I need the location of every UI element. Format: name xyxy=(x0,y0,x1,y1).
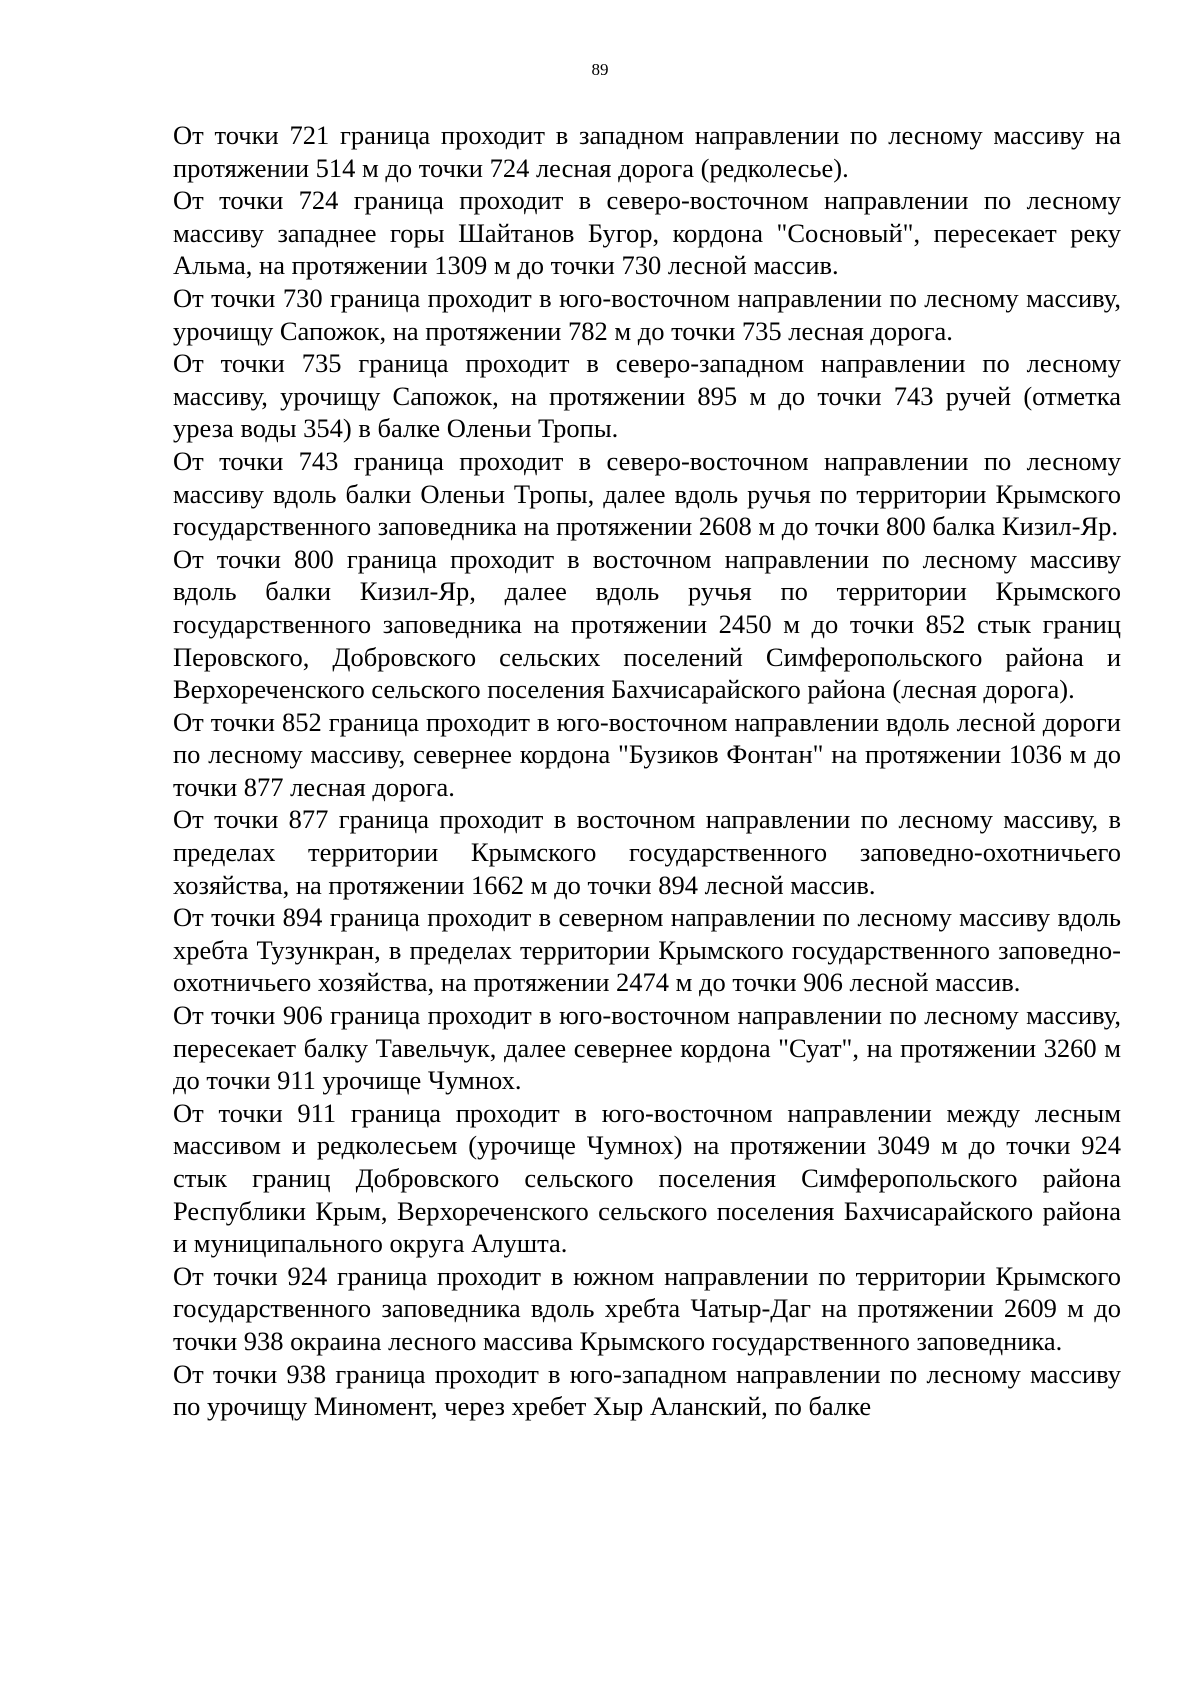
paragraph-point-730: От точки 730 граница проходит в юго-восточном направлении по лесному массиву, урочищу Сапожок, на протяжении 782 м до точки 735 лесная дорога. xyxy=(173,282,1121,346)
paragraph-point-852: От точки 852 граница проходит в юго-восточном направлении вдоль лесной дороги по лесному массиву, севернее кордона "Бузиков Фонтан" на протяжении 1036 м до точки 877 лесная дорога. xyxy=(173,706,1121,802)
paragraph-point-743: От точки 743 граница проходит в северо-восточном направлении по лесному массиву вдоль балки Оленьи Тропы, далее вдоль ручья по территории Крымского государственного заповедника на протяжении 2608 м до точки 800 балка Кизил-Яр. xyxy=(173,445,1121,542)
page-number: 89 xyxy=(591,60,609,79)
paragraph-point-721: От точки 721 граница проходит в западном направлении по лесному массиву на протяжении 514 м до точки 724 лесная дорога (редколесье). xyxy=(173,120,1121,183)
paragraph-point-800: От точки 800 граница проходит в восточном направлении по лесному массиву вдоль балки Кизил-Яр, далее вдоль ручья по территории Крымского государственного заповедника на протяжении 2450 м до точки 852 стык границ Перовского, Добровского сельских поселений Симферопольского района и Верхореченского сельского поселения Бахчисарайского района (лесная дорога). xyxy=(173,543,1121,705)
paragraph-point-877: От точки 877 граница проходит в восточном направлении по лесному массиву, в пределах территории Крымского государственного заповедно-охотничьего хозяйства, на протяжении 1662 м до точки 894 лесной массив. xyxy=(173,804,1121,900)
document-body xyxy=(173,119,1121,1423)
paragraph-point-735: От точки 735 граница проходит в северо-западном направлении по лесному массиву, урочищу Сапожок, на протяжении 895 м до точки 743 ручей (отметка уреза воды 354) в балке Оленьи Тропы. xyxy=(173,348,1121,444)
paragraph-point-894: От точки 894 граница проходит в северном направлении по лесному массиву вдоль хребта Тузункран, в пределах территории Крымского государственного заповедно-охотничьего хозяйства, на протяжении 2474 м до точки 906 лесной массив. xyxy=(173,902,1121,998)
paragraph-point-924: От точки 924 граница проходит в южном направлении по территории Крымского государственного заповедника вдоль хребта Чатыр-Даг на протяжении 2609 м до точки 938 окраина лесного массива Крымского государственного заповедника. xyxy=(173,1260,1121,1356)
paragraph-point-911: От точки 911 граница проходит в юго-восточном направлении между лесным массивом и редколесьем (урочище Чумнох) на протяжении 3049 м до точки 924 стык границ Добровского сельского поселения Симферопольского района Республики Крым, Верхореченского сельского поселения Бахчисарайского района и муниципального округа Алушта. xyxy=(173,1097,1121,1259)
paragraph-point-938: От точки 938 граница проходит в юго-западном направлении по лесному массиву по урочищу Миномент, через хребет Хыр Аланский, по балке xyxy=(173,1358,1121,1422)
paragraph-point-906: От точки 906 граница проходит в юго-восточном направлении по лесному массиву, пересекает балку Тавельчук, далее севернее кордона "Суат", на протяжении 3260 м до точки 911 урочище Чумнох. xyxy=(173,1000,1121,1096)
paragraph-point-724: От точки 724 граница проходит в северо-восточном направлении по лесному массиву западнее горы Шайтанов Бугор, кордона "Сосновый", пересекает реку Альма, на протяжении 1309 м до точки 730 лесной массив. xyxy=(173,185,1121,281)
